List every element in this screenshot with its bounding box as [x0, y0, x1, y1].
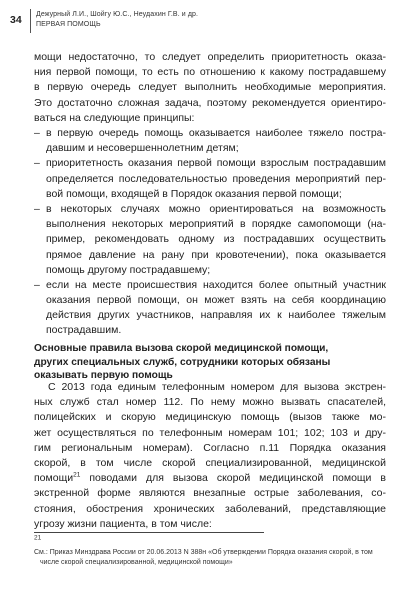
list-item-line: помощь другому пострадавшему; — [46, 263, 211, 276]
footnote-line: числе скорой специализированной, медицинской помощи» — [40, 559, 233, 566]
text-line: жет осуществляться по телефонным номерам 101; 102; 103 и дру- — [34, 426, 386, 439]
text-line: в первую очередь следует выполнить необходимые мероприятия. — [34, 81, 386, 94]
list-item-line: прямое давление на рану при кровотечении), пока оказывается — [46, 248, 386, 261]
dash-bullet: – — [34, 202, 40, 215]
dash-bullet: – — [34, 278, 40, 291]
text-line: стояния, обострения хронических заболеваний, представляющие — [34, 502, 386, 515]
footnote-number: 21 — [34, 534, 42, 542]
text-line: ваться на следующие принципы: — [34, 111, 195, 124]
footnote-ref: 21 — [73, 471, 81, 479]
header-authors: Дежурный Л.И., Шойгу Ю.С., Неудахин Г.В. и др. — [36, 11, 199, 18]
paragraph-emergency-number — [34, 380, 386, 532]
footnote-line — [34, 534, 390, 558]
text-fragment: поводами для вызова скорой медицинской помощи в — [89, 472, 386, 485]
list-item-line: определяется последовательностью проведения мероприятий пер- — [46, 172, 386, 185]
text-line: ния первой помощи, то есть по отношению к какому пострадавшему — [34, 66, 386, 79]
text-line: угрозу жизни пациента, в том числе: — [34, 517, 212, 530]
text-line-with-footnote — [34, 471, 386, 486]
list-item-line: если на месте происшествия находится более опытный участник — [46, 278, 386, 291]
text-line: Это достаточно сложная задача, поэтому рекомендуется ориентиро- — [34, 96, 386, 109]
list-item — [34, 126, 386, 156]
section-heading — [34, 342, 386, 383]
list-item-line: пример, рекомендовать одному из пострадавших осуществить — [46, 233, 386, 246]
footnote — [34, 534, 390, 569]
running-header — [36, 10, 198, 30]
page-number: 34 — [10, 14, 22, 26]
dash-bullet: – — [34, 127, 40, 139]
list-item — [34, 202, 386, 278]
dash-bullet: – — [34, 157, 40, 170]
paragraph-priority-intro — [34, 50, 386, 126]
header-divider — [30, 9, 31, 33]
list-item-line: давшим и несовершеннолетним детям; — [46, 142, 239, 155]
footnote-divider — [34, 532, 264, 533]
heading-line: Основные правила вызова скорой медицинской помощи, — [34, 343, 329, 354]
list-item-line: приоритетность оказания первой помощи взрослым пострадавшим — [46, 157, 386, 170]
text-line: мощи недостаточно, то следует определить приоритетность оказа- — [34, 51, 386, 63]
heading-line: оказывать первую помощь — [34, 370, 173, 381]
principles-list — [34, 126, 386, 339]
text-line: гим региональным номерам). Согласно п.11 Порядка оказания — [34, 441, 386, 454]
list-item-line: в первую очередь помощь оказывается наиболее тяжело постра- — [46, 127, 386, 139]
list-item — [34, 278, 386, 339]
text-line: ных служб стал номер 112. По нему можно вызвать спасателей, — [34, 396, 386, 409]
footnote-text: См.: Приказ Минздрава России от 20.06.2013 N 388н «Об утверждении Порядка оказания скорой, в том — [34, 548, 373, 556]
header-book-title: ПЕРВАЯ ПОМОЩЬ — [36, 21, 101, 28]
list-item-line: выполнения некоторых мероприятий в порядке самопомощи (на- — [46, 218, 386, 231]
text-line: полицейских и скорую медицинскую помощь (вызов также мо- — [34, 411, 386, 424]
heading-line: других специальных служб, сотрудники которых обязаны — [34, 356, 331, 368]
list-item-line: в некоторых случаях можно ориентироваться на возможность — [46, 202, 386, 215]
page-header — [0, 0, 414, 36]
list-item-line: оказания первой помощи, он может взять на себя координацию — [46, 294, 386, 307]
list-item-line: вой помощи, входящей в Порядок оказания первой помощи; — [46, 187, 342, 200]
list-item — [34, 156, 386, 202]
list-item-line: пострадавшим. — [46, 324, 122, 337]
list-item-line: действия других участников, направляя их к наиболее тяжелым — [46, 309, 386, 322]
text-line: С 2013 года единым телефонным номером для вызова экстрен- — [48, 381, 386, 393]
text-line: скорой, в том числе скорой специализированной, медицинской — [34, 456, 386, 469]
text-line: экстренной форме являются внезапные острые заболевания, со- — [34, 487, 386, 500]
text-fragment: помощи — [34, 472, 74, 485]
